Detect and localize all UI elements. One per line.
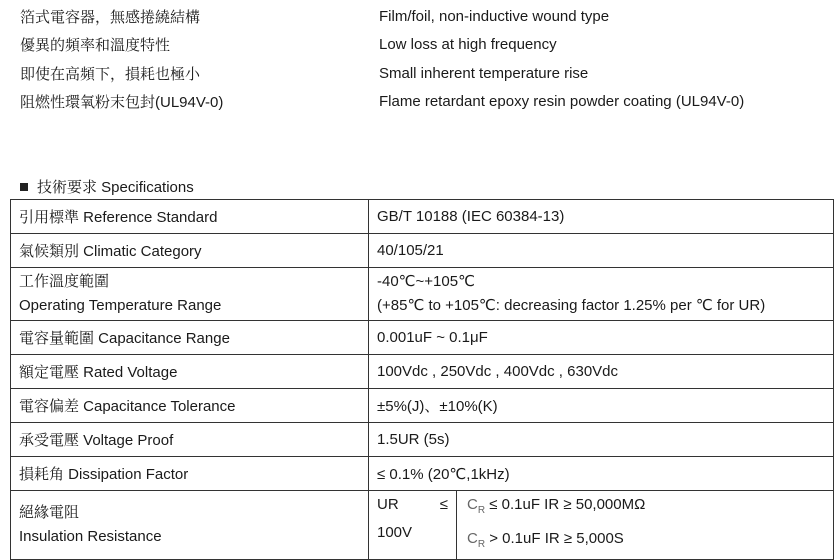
ir-line2: $C_R > 0.1uF$ IR ≥ 5,000S xyxy=(467,530,624,550)
insulation-value-cell xyxy=(369,491,834,560)
ir-values xyxy=(457,491,645,559)
table-row xyxy=(11,491,834,560)
spec-label: 引用標準 Reference Standard xyxy=(11,200,369,234)
spec-label: 電容偏差 Capacitance Tolerance xyxy=(11,389,369,423)
feature-row xyxy=(20,2,820,31)
spec-value-line1: -40℃~+105℃ xyxy=(377,273,475,290)
spec-label xyxy=(11,268,369,321)
spec-value: 0.001uF ~ 0.1μF xyxy=(369,321,834,355)
spec-heading xyxy=(20,176,194,197)
feature-zh: 箔式電容器，無感捲繞結構 xyxy=(20,8,201,26)
spec-label-zh: 工作溫度範圍 xyxy=(19,273,110,290)
ur-symbol: ≤ xyxy=(439,496,448,513)
feature-row xyxy=(20,59,820,88)
spec-value-line2: (+85℃ to +105℃: decreasing factor 1.25% per ℃ for UR) xyxy=(377,297,766,314)
spec-label: 電容量範圍 Capacitance Range xyxy=(11,321,369,355)
features-list xyxy=(20,2,820,116)
spec-heading-text: 技術要求 Specifications xyxy=(37,179,194,196)
spec-label: 氣候類別 Climatic Category xyxy=(11,234,369,268)
ur-label: UR xyxy=(377,496,399,513)
feature-zh: 即使在高頻下，損耗也極小 xyxy=(20,65,201,83)
table-row xyxy=(11,457,834,491)
table-row xyxy=(11,389,834,423)
feature-en: Small inherent temperature rise xyxy=(379,64,589,82)
table-row xyxy=(11,321,834,355)
table-row xyxy=(11,200,834,234)
feature-en: Low loss at high frequency xyxy=(379,36,557,54)
feature-zh: 阻燃性環氧粉末包封(UL94V-0) xyxy=(20,94,224,112)
spec-label: 承受電壓 Voltage Proof xyxy=(11,423,369,457)
bullet-square-icon xyxy=(20,183,28,191)
spec-label-en: Operating Temperature Range xyxy=(19,297,222,314)
table-row xyxy=(11,234,834,268)
ur-subcell xyxy=(369,491,457,559)
feature-row xyxy=(20,88,820,117)
feature-zh: 優異的頻率和溫度特性 xyxy=(20,37,171,55)
spec-label-en: Insulation Resistance xyxy=(19,528,162,545)
table-row xyxy=(11,423,834,457)
spec-value: 1.5UR (5s) xyxy=(369,423,834,457)
spec-value: ±5%(J)、±10%(K) xyxy=(369,389,834,423)
spec-label: 損耗角 Dissipation Factor xyxy=(11,457,369,491)
spec-label xyxy=(11,491,369,560)
ur-value: 100V xyxy=(377,524,413,541)
feature-en: Film/foil, non-inductive wound type xyxy=(379,7,610,25)
spec-value xyxy=(369,268,834,321)
spec-table xyxy=(10,199,834,560)
spec-value: 40/105/21 xyxy=(369,234,834,268)
spec-label-zh: 絕緣電阻 xyxy=(19,504,80,521)
spec-value: GB/T 10188 (IEC 60384-13) xyxy=(369,200,834,234)
table-row xyxy=(11,268,834,321)
spec-value: 100Vdc , 250Vdc , 400Vdc , 630Vdc xyxy=(369,355,834,389)
spec-value: ≤ 0.1% (20℃,1kHz) xyxy=(369,457,834,491)
feature-en: Flame retardant epoxy resin powder coating (UL94V-0) xyxy=(379,93,745,111)
spec-label: 額定電壓 Rated Voltage xyxy=(11,355,369,389)
ir-line1: $C_R \le 0.1uF$ IR ≥ 50,000MΩ xyxy=(467,496,646,516)
feature-row xyxy=(20,31,820,60)
table-row xyxy=(11,355,834,389)
